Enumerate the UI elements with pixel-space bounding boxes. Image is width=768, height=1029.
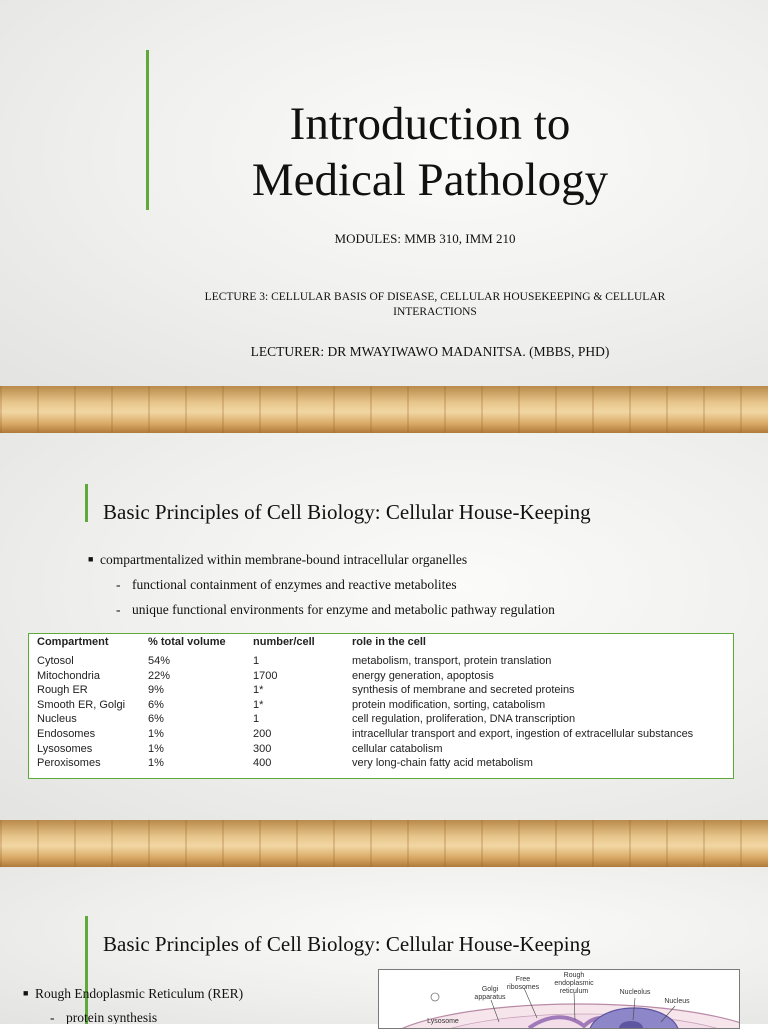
table-row [37, 712, 732, 727]
table-cell: Smooth ER, Golgi [37, 698, 126, 711]
table-cell: Nucleus [37, 713, 77, 726]
title-slide [0, 0, 768, 386]
accent-bar [85, 484, 88, 522]
table-cell: 1% [148, 742, 164, 755]
cell-diagram [378, 969, 740, 1029]
column-header: role in the cell [352, 636, 426, 648]
table-cell: cell regulation, proliferation, DNA transcription [352, 713, 576, 726]
slide-title: Basic Principles of Cell Biology: Cellular House-Keeping [103, 932, 591, 956]
table-cell: protein modification, sorting, catabolism [352, 698, 546, 711]
dash-icon: - [116, 602, 121, 617]
sub-point [116, 577, 457, 593]
organelle-table-box [28, 633, 734, 779]
label-nucleus: Nucleus [664, 998, 690, 1005]
sub-point-text: unique functional environments for enzyme and metabolic pathway regulation [132, 602, 555, 617]
bullet-point [23, 986, 243, 1002]
table-cell: 6% [148, 713, 164, 726]
label-free-ribosomes: Free ribosomes [506, 976, 540, 991]
table-cell: energy generation, apoptosis [352, 669, 494, 682]
lecture-text: LECTURE 3: CELLULAR BASIS OF DISEASE, CELLULAR HOUSEKEEPING & CELLULAR INTERACTIONS [204, 291, 666, 318]
presentation-title [150, 96, 710, 208]
bullet-icon: ■ [88, 554, 94, 564]
sub-point-text: functional containment of enzymes and reactive metabolites [132, 577, 457, 592]
table-cell: Peroxisomes [37, 757, 101, 770]
label-rough-er: Rough endoplasmic reticulum [554, 972, 594, 995]
accent-bar [146, 50, 149, 210]
column-header: % total volume [148, 636, 226, 648]
dash-icon: - [116, 577, 121, 592]
bullet-text: Rough Endoplasmic Reticulum (RER) [35, 986, 244, 1001]
table-cell: 400 [253, 757, 272, 770]
table-cell: 200 [253, 727, 272, 740]
title-line-1: Introduction to [289, 98, 571, 150]
table-row [37, 683, 732, 698]
sub-point [50, 1010, 157, 1024]
table-header-row [37, 636, 732, 654]
table-row [37, 742, 732, 757]
table-cell: intracellular transport and export, ingestion of extracellular substances [352, 727, 694, 740]
table-cell: 300 [253, 742, 272, 755]
table-cell: 1% [148, 757, 164, 770]
table-row [37, 756, 732, 771]
table-cell: 9% [148, 684, 164, 697]
table-cell: synthesis of membrane and secreted proteins [352, 684, 575, 697]
table-cell: Endosomes [37, 727, 96, 740]
table-row [37, 698, 732, 713]
table-row [37, 727, 732, 742]
modules-text: MODULES: MMB 310, IMM 210 [334, 231, 516, 246]
table-cell: 1700 [253, 669, 278, 682]
label-golgi: Golgi apparatus [474, 986, 506, 1001]
table-cell: Lysosomes [37, 742, 93, 755]
table-cell: 54% [148, 655, 171, 667]
column-header: Compartment [37, 636, 109, 648]
table-cell: Mitochondria [37, 669, 100, 682]
slide-title: Basic Principles of Cell Biology: Cellular House-Keeping [103, 500, 591, 524]
table-cell: 1* [253, 684, 264, 697]
table-cell: 1 [253, 655, 260, 667]
table-row [37, 654, 732, 669]
table-cell: 1 [253, 713, 260, 726]
table-cell: 1% [148, 727, 164, 740]
table-cell: Cytosol [37, 655, 74, 667]
bullet-icon: ■ [23, 988, 29, 998]
table-row [37, 669, 732, 684]
slide-separator [0, 820, 768, 867]
sub-point [116, 602, 555, 618]
sub-point-text: protein synthesis [66, 1010, 158, 1024]
accent-bar [85, 916, 88, 1024]
title-line-2: Medical Pathology [251, 154, 609, 206]
dash-icon: - [50, 1010, 55, 1024]
bullet-point [88, 552, 467, 568]
table-cell: 22% [148, 669, 171, 682]
slide-separator [0, 386, 768, 433]
column-header: number/cell [253, 636, 315, 648]
organelle-table [37, 636, 732, 771]
label-nucleolus: Nucleolus [619, 989, 651, 996]
table-cell: very long-chain fatty acid metabolism [352, 757, 533, 770]
table-cell: metabolism, transport, protein translation [352, 655, 552, 667]
vesicle-shape [431, 993, 439, 1001]
table-cell: Rough ER [37, 684, 88, 697]
table-cell: 1* [253, 698, 264, 711]
table-cell: 6% [148, 698, 164, 711]
label-lysosome: Lysosome [427, 1018, 459, 1025]
lecturer-text: LECTURER: DR MWAYIWAWO MADANITSA. (MBBS, PHD) [250, 344, 610, 359]
bullet-text: compartmentalized within membrane-bound intracellular organelles [100, 552, 468, 567]
table-cell: cellular catabolism [352, 742, 443, 755]
